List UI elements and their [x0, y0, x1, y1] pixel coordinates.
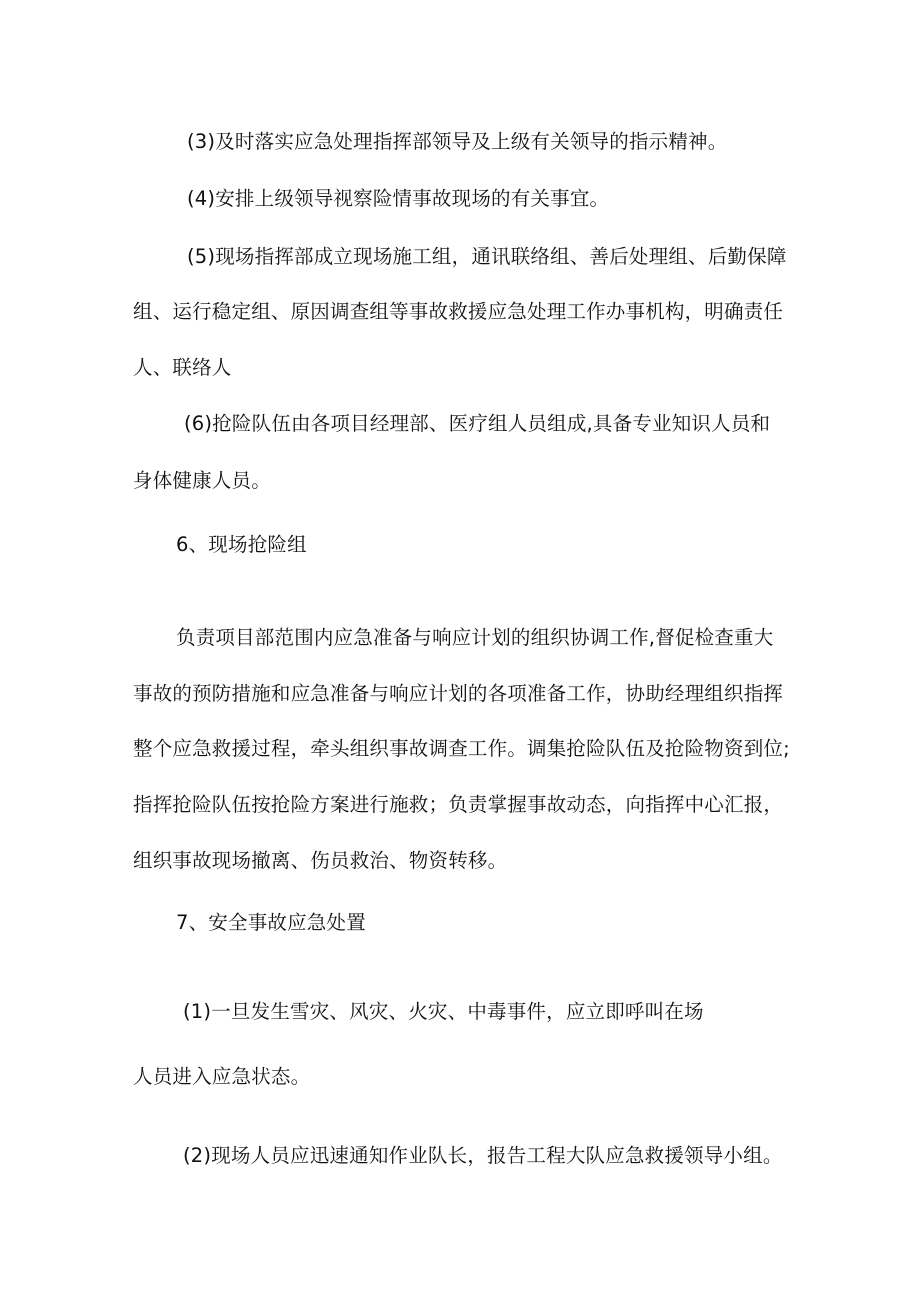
paragraph-item-6-line-1: (6)抢险队伍由各项目经理部、医疗组人员组成,具备专业知识人员和 — [184, 412, 771, 435]
paragraph-duties-line-1: 负责项目部范围内应急准备与响应计划的组织协调工作,督促检查重大 — [176, 626, 774, 649]
paragraph-duties-line-2: 事故的预防措施和应急准备与响应计划的各项准备工作，协助经理组织指挥 — [133, 682, 784, 705]
paragraph-item-6-line-2: 身体健康人员。 — [133, 469, 271, 492]
paragraph-step-2: (2)现场人员应迅速通知作业队长，报告工程大队应急救援领导小组。 — [183, 1144, 783, 1167]
paragraph-step-1-line-2: 人员进入应急状态。 — [133, 1065, 311, 1088]
paragraph-duties-line-3: 整个应急救援过程，牵头组织事故调查工作。调集抢险队伍及抢险物资到位; — [133, 737, 790, 760]
section-heading-6: 6、现场抢险组 — [176, 533, 307, 556]
paragraph-item-5-line-2: 组、运行稳定组、原因调查组等事故救援应急处理工作办事机构，明确责任 — [133, 300, 784, 323]
paragraph-item-5-line-1: (5)现场指挥部成立现场施工组，通讯联络组、善后处理组、后勤保障 — [187, 245, 787, 268]
paragraph-duties-line-4: 指挥抢险队伍按抢险方案进行施救；负责掌握事故动态，向指挥中心汇报， — [133, 793, 784, 816]
paragraph-item-3: (3)及时落实应急处理指挥部领导及上级有关领导的指示精神。 — [187, 130, 728, 153]
paragraph-step-1-line-1: (1)一旦发生雪灾、风灾、火灾、中毒事件，应立即呼叫在场 — [183, 1000, 704, 1023]
paragraph-item-4: (4)安排上级领导视察险情事故现场的有关事宜。 — [187, 187, 610, 210]
section-heading-7: 7、安全事故应急处置 — [176, 911, 366, 934]
paragraph-item-5-line-3: 人、联络人 — [133, 356, 232, 379]
paragraph-duties-line-5: 组织事故现场撤离、伤员救治、物资转移。 — [133, 849, 508, 872]
